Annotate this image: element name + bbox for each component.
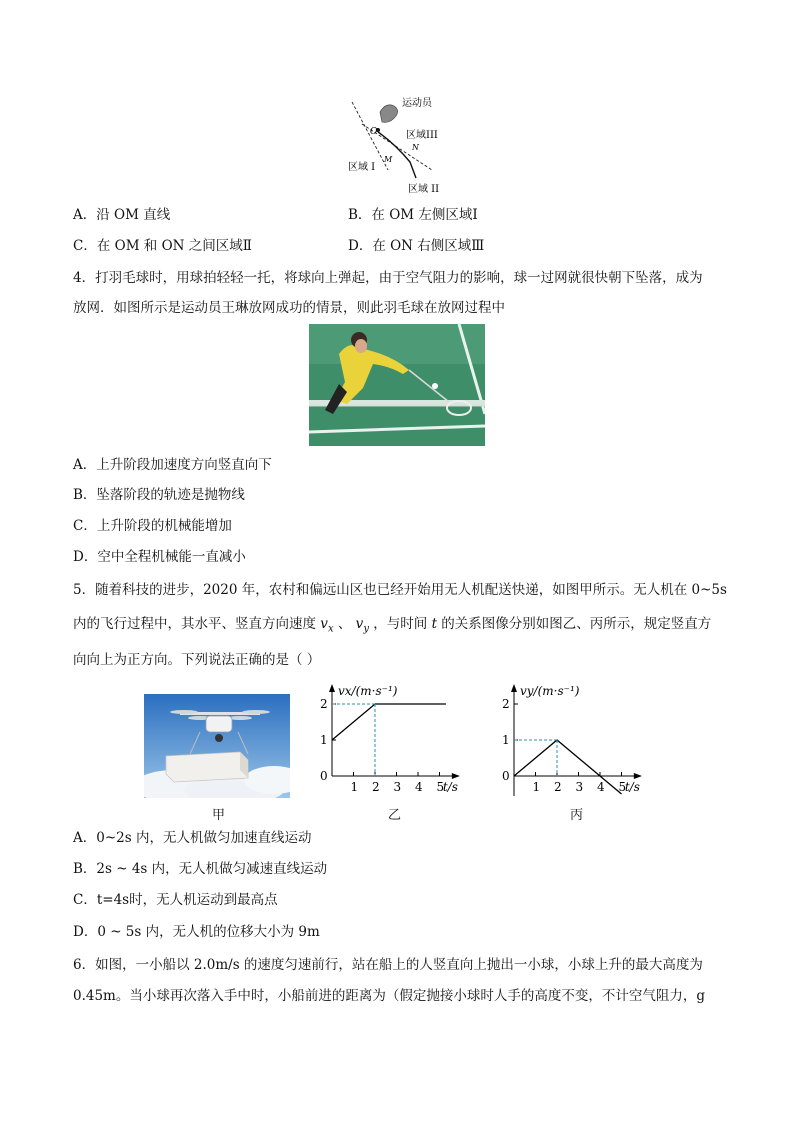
vy-chart-y-tick-label: 1 (502, 733, 510, 747)
vy-chart-x-axis-label: t/s (624, 780, 640, 794)
zone3-label: 区域III (406, 130, 438, 141)
vx-chart-x-tick-label: 4 (415, 780, 423, 794)
q5-option-d: D．0 ~ 5s 内，无人机的位移大小为 9m (73, 924, 320, 940)
vx-chart-y-tick-label: 0 (320, 769, 328, 783)
vx-chart-series-line (332, 704, 446, 740)
q5-stem-line1: 5．随着科技的进步，2020 年，农村和偏远山区也已经开始用无人机配送快递，如图甲所示。无人机在 0~5s (73, 582, 727, 598)
vy-chart-y-arrow (511, 684, 517, 692)
point-o: O (370, 127, 378, 137)
drone-photo (144, 694, 290, 798)
vy-chart-x-tick-label: 5 (618, 780, 627, 794)
zone1-label: 区域 I (348, 162, 376, 173)
q5-option-c: C．t=4s时，无人机运动到最高点 (73, 892, 278, 908)
vx-chart-y-tick-label: 2 (320, 697, 328, 711)
q6-stem-line1: 6．如图，一小船以 2.0m/s 的速度匀速前行，站在船上的人竖直向上抛出一小球，小球上升的最大高度为 (73, 957, 703, 973)
q5-line2-part-b: 、 (337, 616, 352, 632)
vy-chart-x-tick-label: 1 (532, 780, 541, 794)
athlete-icon (380, 105, 398, 123)
badminton-photo (309, 324, 485, 446)
q4-option-c: C．上升阶段的机械能增加 (73, 518, 232, 534)
vy-chart-y-tick-label: 2 (502, 697, 510, 711)
fig-label-yi: 乙 (388, 808, 402, 823)
fig-label-bing: 丙 (570, 808, 584, 823)
fig-label-jia: 甲 (212, 808, 226, 823)
q6-stem-line2: 0.45m。当小球再次落入手中时，小船前进的距离为（假定抛接小球时人手的高度不变，不计空气阻力，g (73, 988, 706, 1004)
q5-stem-line2 (73, 614, 711, 640)
vx-chart-x-tick-label: 5 (436, 780, 445, 794)
vy-chart-x-tick-label: 3 (575, 780, 584, 794)
q4-option-b: B．坠落阶段的轨迹是抛物线 (73, 487, 245, 503)
vy-chart-y-tick-label: 0 (502, 769, 510, 783)
q5-line2-part-c: ，与时间 (373, 616, 428, 632)
vx-chart-x-tick-label: 1 (350, 780, 359, 794)
q4-option-d: D．空中全程机械能一直减小 (73, 549, 246, 565)
vx-chart-y-arrow (329, 684, 335, 692)
vx-chart-y-axis-label: vx/(m·s⁻¹) (338, 684, 398, 698)
vx-symbol: $v_x$ (320, 616, 334, 635)
vy-chart-y-axis-label: vy/(m·s⁻¹) (520, 684, 580, 698)
vx-chart-x-axis-label: t/s (442, 780, 458, 794)
vy-time-chart (496, 678, 666, 808)
q3-option-d: D．在 ON 右侧区域Ⅲ (348, 238, 485, 254)
vx-chart-x-tick-label: 3 (393, 780, 402, 794)
vx-chart-y-tick-label: 1 (320, 733, 328, 747)
q3-option-a: A．沿 OM 直线 (73, 207, 171, 223)
vy-chart-x-arrow (634, 773, 642, 779)
q5-stem-line3: 向向上为正方向。下列说法正确的是（ ） (73, 652, 321, 668)
vy-chart-series-line (514, 740, 622, 794)
point-m: M (384, 155, 393, 164)
t-symbol: t (431, 616, 437, 632)
zone2-label: 区域 II (408, 184, 440, 195)
vx-chart-x-tick-label: 2 (372, 780, 380, 794)
vy-symbol: $v_y$ (355, 616, 369, 635)
point-n: N (412, 143, 419, 152)
q4-stem-line2: 放网．如图所示是运动员王琳放网成功的情景，则此羽毛球在放网过程中 (73, 300, 505, 316)
vx-chart-x-arrow (452, 773, 460, 779)
vx-time-chart (310, 678, 480, 796)
q5-option-a: A．0~2s 内，无人机做匀加速直线运动 (73, 830, 312, 846)
q3-option-b: B．在 OM 左侧区域Ⅰ (348, 207, 478, 223)
q3-option-c: C．在 OM 和 ON 之间区域Ⅱ (73, 238, 252, 254)
q5-line2-part-a: 内的飞行过程中，其水平、竖直方向速度 (73, 616, 316, 632)
q5-line2-part-d: 的关系图像分别如图乙、丙所示，规定竖直方 (441, 616, 712, 632)
athlete-label: 运动员 (402, 98, 432, 109)
q3-trajectory-figure (340, 92, 460, 202)
vy-chart-x-tick-label: 4 (597, 780, 605, 794)
q4-stem-line1: 4．打羽毛球时，用球拍轻轻一托，将球向上弹起，由于空气阻力的影响，球一过网就很快朝下坠落，成为 (73, 270, 703, 286)
q5-option-b: B．2s ~ 4s 内，无人机做匀减速直线运动 (73, 861, 328, 877)
q4-option-a: A．上升阶段加速度方向竖直向下 (73, 457, 272, 473)
vy-chart-x-tick-label: 2 (554, 780, 562, 794)
